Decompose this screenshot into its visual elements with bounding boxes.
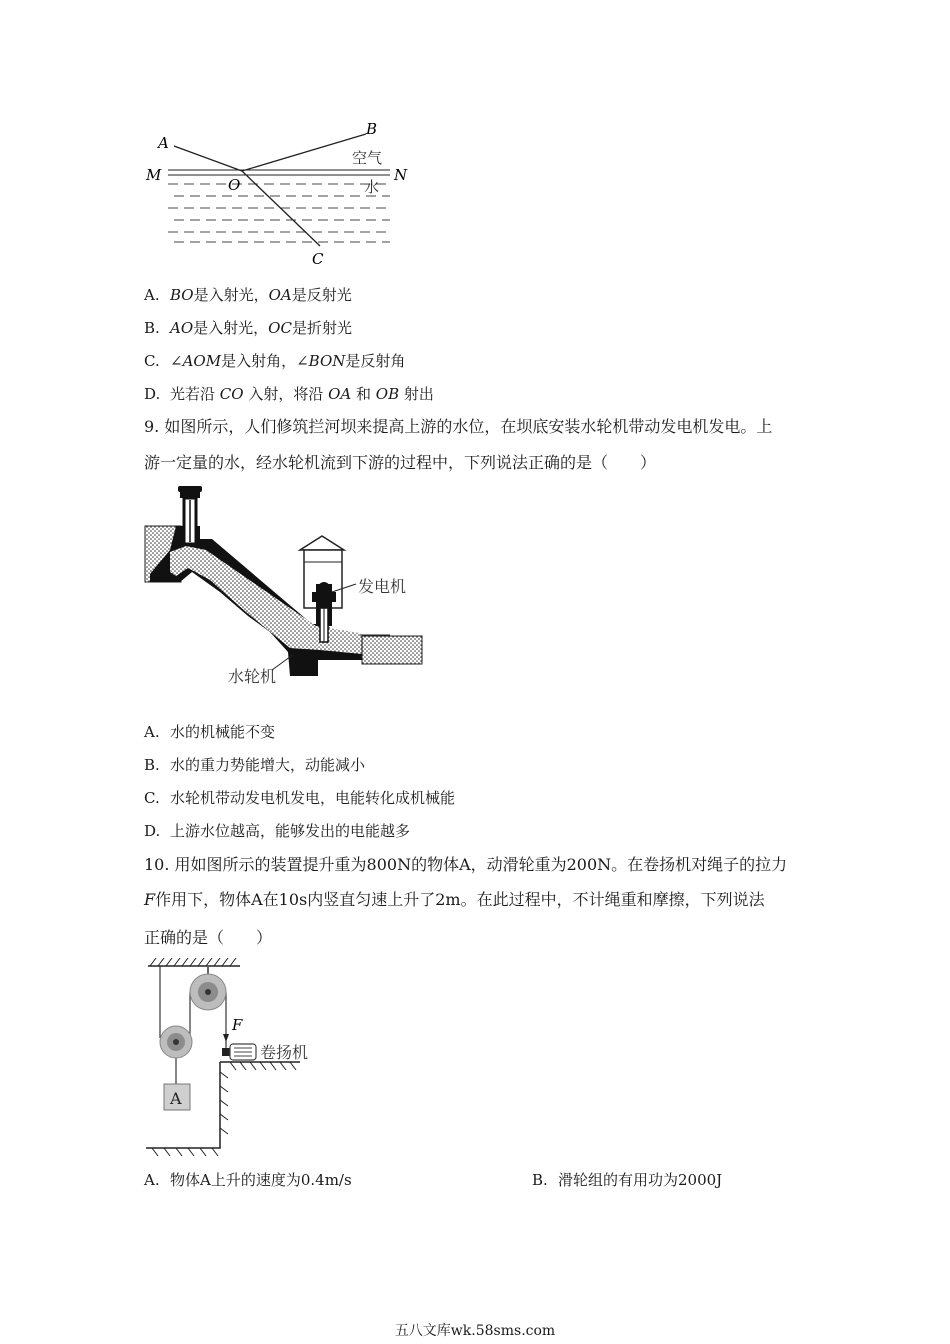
q8-option-b[interactable]: B. AO是入射光，OC是折射光: [144, 319, 352, 337]
q10-stem-line3: 正确的是（ ）: [144, 928, 273, 947]
q10-stem-line1: 10. 用如图所示的装置提升重为800N的物体A，动滑轮重为200N。在卷扬机对绳子的拉力: [144, 855, 788, 874]
block-a-label: A: [170, 1089, 182, 1108]
label-M: M: [146, 166, 162, 184]
refraction-figure: [140, 118, 420, 268]
q10-stem-line2: F作用下，物体A在10s内竖直匀速上升了2m。在此过程中，不计绳重和摩擦，下列说法: [144, 890, 765, 909]
q9-stem-line1: 9. 如图所示，人们修筑拦河坝来提高上游的水位，在坝底安装水轮机带动发电机发电。上: [144, 417, 773, 436]
q10-option-a[interactable]: A. 物体A上升的速度为0.4m/s: [144, 1171, 352, 1189]
pulley-figure: [140, 952, 340, 1162]
q10-option-b[interactable]: B. 滑轮组的有用功为2000J: [532, 1171, 723, 1189]
q9-option-b[interactable]: B. 水的重力势能增大，动能减小: [144, 756, 366, 774]
q9-option-c[interactable]: C. 水轮机带动发电机发电，电能转化成机械能: [144, 789, 456, 807]
generator-label: 发电机: [358, 577, 407, 596]
q9-stem-line2: 游一定量的水，经水轮机流到下游的过程中，下列说法正确的是（ ）: [144, 453, 657, 472]
q8-option-c[interactable]: C. ∠AOM是入射角，∠BON是反射角: [144, 352, 406, 370]
turbine-label: 水轮机: [228, 667, 277, 686]
q9-option-d[interactable]: D. 上游水位越高，能够发出的电能越多: [144, 822, 411, 840]
force-f-label: F: [232, 1016, 243, 1034]
label-B: B: [366, 120, 378, 138]
dam-figure: [140, 484, 430, 694]
label-A: A: [158, 134, 169, 152]
winch-label: 卷扬机: [260, 1043, 309, 1062]
q8-option-a[interactable]: A. BO是入射光，OA是反射光: [144, 286, 352, 304]
q9-option-a[interactable]: A. 水的机械能不变: [144, 723, 276, 741]
label-O: O: [228, 176, 241, 194]
label-C: C: [312, 250, 324, 268]
label-N: N: [394, 166, 408, 184]
footer-watermark: 五八文库wk.58sms.com: [394, 1323, 556, 1339]
label-water: 水: [364, 178, 380, 196]
q8-option-d[interactable]: D. 光若沿 CO 入射，将沿 OA 和 OB 射出: [144, 385, 434, 403]
label-air: 空气: [352, 149, 383, 167]
